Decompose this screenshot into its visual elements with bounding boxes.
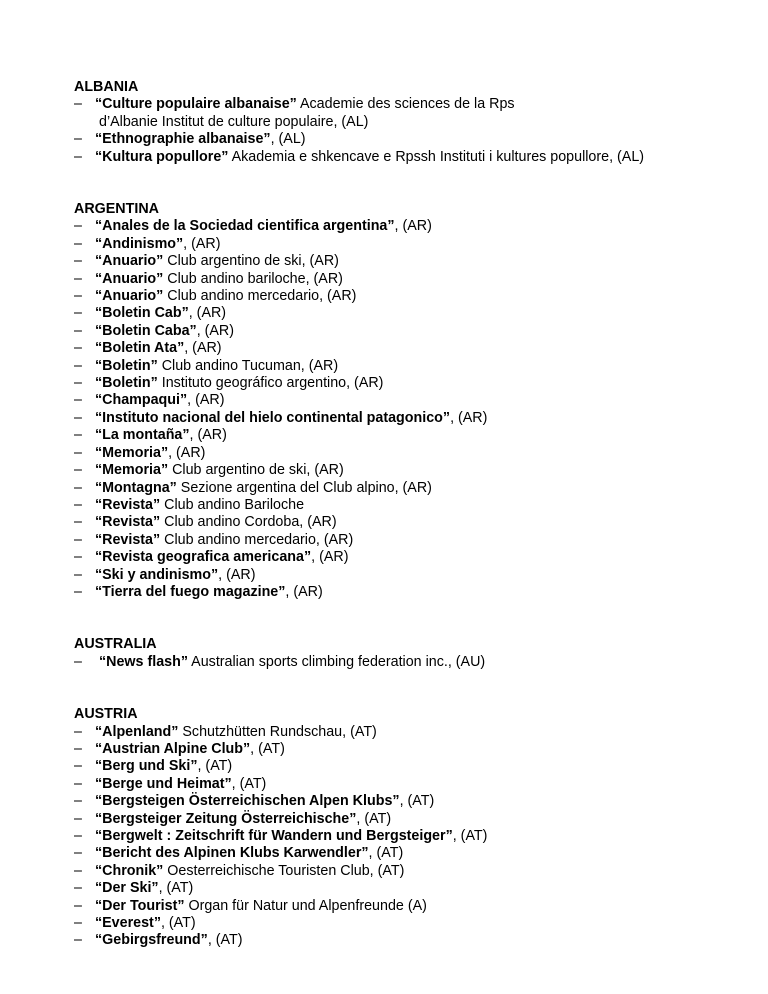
dash-bullet: – (74, 897, 82, 914)
publication-title: “Anuario” (95, 253, 164, 270)
publication-list (74, 724, 734, 950)
publication-publisher: , (AL) (270, 131, 306, 148)
publication-item (74, 410, 734, 427)
publication-item (74, 480, 734, 497)
publication-item (74, 323, 734, 340)
publication-title: “Champaqui” (95, 392, 188, 409)
publication-publisher: Club andino mercedario, (AR) (163, 288, 357, 305)
publication-title: “Culture populaire albanaise” (95, 96, 297, 113)
dash-bullet: – (74, 653, 82, 670)
country-heading: AUSTRALIA (74, 636, 157, 653)
publication-item (74, 462, 734, 479)
publication-title: “Bergwelt : Zeitschrift für Wandern und Bergsteiger” (95, 827, 453, 844)
publication-publisher: , (AR) (450, 409, 488, 426)
publication-item (74, 915, 734, 932)
dash-bullet: – (74, 496, 82, 513)
dash-bullet: – (74, 305, 82, 322)
publication-publisher: , (AT) (356, 810, 392, 827)
publication-publisher: Club andino bariloche, (AR) (163, 270, 343, 287)
publication-item (74, 549, 734, 566)
publication-title: “Bericht des Alpinen Klubs Karwendler” (95, 845, 369, 862)
publication-item (74, 828, 734, 845)
dash-bullet: – (74, 218, 82, 235)
publication-publisher: , (AR) (184, 340, 222, 357)
dash-bullet: – (74, 340, 82, 357)
dash-bullet: – (74, 827, 82, 844)
publication-title: “Boletin Caba” (95, 322, 197, 339)
publication-item (74, 375, 734, 392)
dash-bullet: – (74, 357, 82, 374)
dash-bullet: – (74, 932, 82, 949)
dash-bullet: – (74, 479, 82, 496)
publication-item (74, 793, 734, 810)
publication-item (74, 392, 734, 409)
dash-bullet: – (74, 235, 82, 252)
publication-publisher: , (AT) (160, 915, 196, 931)
publication-publisher: Akademia e shkencave e Rpssh Instituti i kultures popullore, (AL) (228, 148, 645, 165)
publication-publisher: Club andino Cordoba, (AR) (160, 514, 337, 531)
publication-item (74, 532, 734, 549)
publication-item (74, 863, 734, 880)
dash-bullet: – (74, 583, 82, 600)
publication-item (74, 845, 734, 862)
publication-item (74, 584, 734, 601)
publication-item (74, 758, 734, 775)
publication-title: “Kultura popullore” (95, 148, 229, 165)
dash-bullet: – (74, 758, 82, 775)
publication-title: “La montaña” (95, 427, 190, 444)
publication-item (74, 340, 734, 357)
publication-publisher: Club argentino de ski, (AR) (168, 462, 344, 479)
publication-item (74, 149, 734, 166)
publication-item (74, 654, 734, 671)
publication-title: “Boletin” (95, 357, 158, 374)
publication-publisher: , (AT) (197, 758, 233, 775)
dash-bullet: – (74, 723, 82, 740)
dash-bullet: – (74, 148, 82, 165)
dash-bullet: – (74, 253, 82, 270)
publication-publisher: Club andino Tucuman, (AR) (157, 357, 339, 374)
publication-publisher: , (AT) (452, 827, 488, 844)
publication-title: “Boletin” (95, 375, 158, 392)
publication-item (74, 288, 734, 305)
publication-item (74, 741, 734, 758)
dash-bullet: – (74, 427, 82, 444)
publication-title: “Berg und Ski” (95, 758, 198, 775)
dash-bullet: – (74, 915, 82, 931)
country-section (74, 201, 734, 601)
publication-title: “Tierra del fuego magazine” (95, 583, 286, 600)
publication-title: “Revista” (95, 531, 161, 548)
publication-item (74, 497, 734, 514)
dash-bullet: – (74, 549, 82, 566)
dash-bullet: – (74, 131, 82, 148)
publication-publisher: , (AR) (394, 218, 432, 235)
publication-publisher: Instituto geográfico argentino, (AR) (157, 375, 384, 392)
publication-list (74, 96, 734, 166)
publication-item (74, 305, 734, 322)
publication-title: “Berge und Heimat” (95, 775, 232, 792)
publication-title: “Der Ski” (95, 880, 159, 897)
publication-item (74, 96, 734, 131)
publication-publisher: Club argentino de ski, (AR) (163, 253, 339, 270)
publication-title: “Alpenland” (95, 723, 179, 740)
dash-bullet: – (74, 845, 82, 862)
country-heading: ALBANIA (74, 79, 139, 95)
dash-bullet: – (74, 409, 82, 426)
publication-publisher: Australian sports climbing federation inc., (AU) (188, 653, 486, 670)
dash-bullet: – (74, 514, 82, 531)
publication-publisher: , (AT) (158, 880, 194, 897)
publication-item (74, 567, 734, 584)
publication-item (74, 358, 734, 375)
dash-bullet: – (74, 288, 82, 305)
publication-list (74, 654, 734, 671)
publication-publisher: , (AR) (168, 444, 206, 461)
publication-item (74, 898, 734, 915)
publication-title: “Ethnographie albanaise” (95, 131, 271, 148)
publication-list (74, 218, 734, 601)
publication-publisher: , (AT) (399, 793, 435, 810)
publication-item (74, 253, 734, 270)
publication-publisher: , (AR) (183, 235, 221, 252)
dash-bullet: – (74, 880, 82, 897)
publication-title: “Boletin Ata” (95, 340, 185, 357)
dash-bullet: – (74, 862, 82, 879)
dash-bullet: – (74, 775, 82, 792)
country-section (74, 79, 734, 166)
country-heading: ARGENTINA (74, 201, 159, 218)
publication-publisher: , (AR) (187, 392, 225, 409)
publication-title: “Revista” (95, 496, 161, 513)
publication-title: “Bergsteigen Österreichischen Alpen Klubs” (95, 793, 400, 810)
publication-title: “Ski y andinismo” (95, 566, 219, 583)
publication-item (74, 776, 734, 793)
dash-bullet: – (74, 322, 82, 339)
publication-title: “Everest” (95, 915, 161, 931)
publication-item (74, 218, 734, 235)
publication-publisher: Academie des sciences de la Rps (296, 96, 515, 113)
publication-publisher: , (AR) (189, 427, 227, 444)
publication-publisher: , (AR) (311, 549, 349, 566)
country-heading: AUSTRIA (74, 706, 138, 723)
publication-item (74, 131, 734, 148)
publication-publisher: , (AT) (231, 775, 267, 792)
publication-title: “Austrian Alpine Club” (95, 740, 251, 757)
publication-title: “Anales de la Sociedad cientifica argentina” (95, 218, 395, 235)
publication-continuation: d’Albanie Institut de culture populaire, (AL) (99, 113, 369, 130)
publication-title: “Montagna” (95, 479, 177, 496)
publication-publisher: Sezione argentina del Club alpino, (AR) (176, 479, 432, 496)
publication-publisher: , (AT) (368, 845, 404, 862)
publication-publisher: Organ für Natur und Alpenfreunde (A) (184, 897, 427, 914)
publication-item (74, 445, 734, 462)
dash-bullet: – (74, 392, 82, 409)
publication-title: “News flash” (99, 653, 188, 670)
publication-publisher: , (AR) (218, 566, 256, 583)
publication-title: “Revista geografica americana” (95, 549, 312, 566)
publication-item (74, 880, 734, 897)
publication-publisher: Club andino Bariloche (160, 496, 305, 513)
dash-bullet: – (74, 375, 82, 392)
publication-title: “Boletin Cab” (95, 305, 189, 322)
publication-publisher: Schutzhütten Rundschau, (AT) (178, 723, 377, 740)
dash-bullet: – (74, 566, 82, 583)
publication-title: “Instituto nacional del hielo continental patagonico” (95, 409, 451, 426)
dash-bullet: – (74, 531, 82, 548)
publication-title: “Anuario” (95, 288, 164, 305)
publication-publisher: Oesterreichische Touristen Club, (AT) (163, 862, 405, 879)
dash-bullet: – (74, 96, 82, 113)
publication-title: “Memoria” (95, 444, 169, 461)
publication-publisher: , (AR) (188, 305, 227, 322)
publication-publisher: , (AT) (207, 932, 243, 949)
publication-title: “Anuario” (95, 270, 164, 287)
publication-title: “Chronik” (95, 862, 164, 879)
publication-publisher: , (AR) (285, 583, 323, 600)
dash-bullet: – (74, 810, 82, 827)
publication-item (74, 724, 734, 741)
publication-title: “Der Tourist” (95, 897, 185, 914)
dash-bullet: – (74, 740, 82, 757)
publication-item (74, 514, 734, 531)
publication-title: “Revista” (95, 514, 161, 531)
publication-publisher: , (AR) (196, 322, 235, 339)
publication-title: “Memoria” (95, 462, 169, 479)
dash-bullet: – (74, 793, 82, 810)
publication-item (74, 271, 734, 288)
publication-title: “Gebirgsfreund” (95, 932, 208, 949)
publication-item (74, 811, 734, 828)
publication-item (74, 236, 734, 253)
publication-item (74, 427, 734, 444)
dash-bullet: – (74, 462, 82, 479)
dash-bullet: – (74, 444, 82, 461)
publication-publisher: , (AT) (250, 740, 285, 757)
publication-title: “Bergsteiger Zeitung Österreichische” (95, 810, 357, 827)
publication-publisher: Club andino mercedario, (AR) (160, 531, 354, 548)
country-section (74, 636, 734, 671)
country-section (74, 706, 734, 950)
publication-title: “Andinismo” (95, 235, 184, 252)
publication-item (74, 932, 734, 949)
dash-bullet: – (74, 270, 82, 287)
